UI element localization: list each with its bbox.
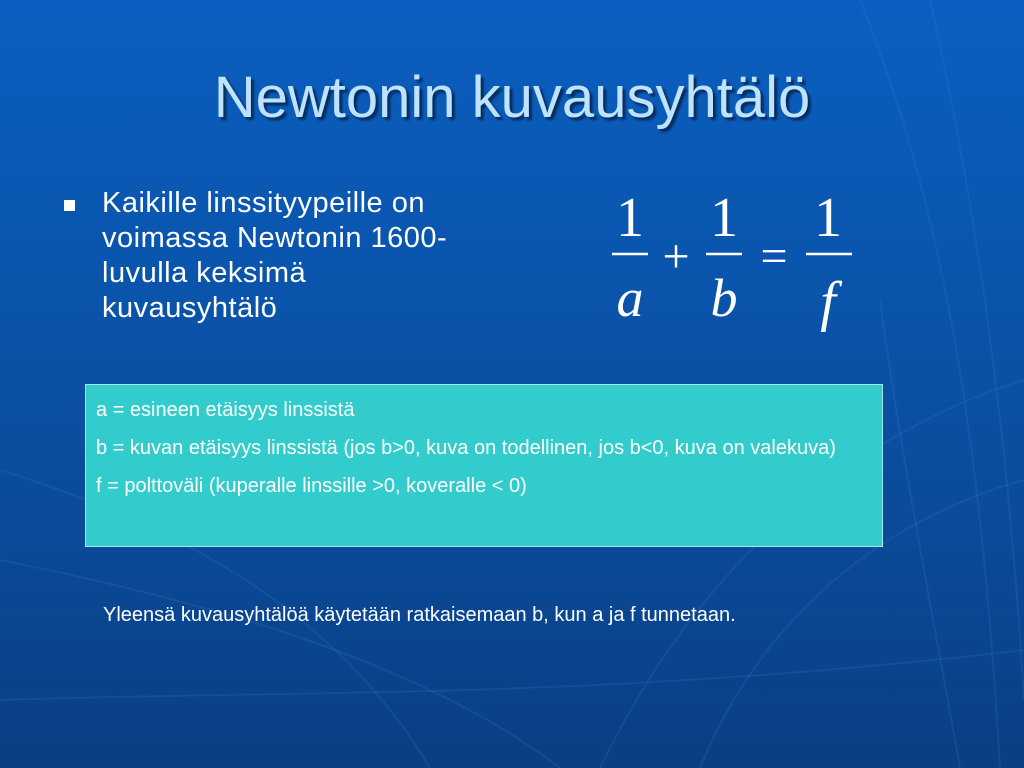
definition-b: b = kuvan etäisyys linssistä (jos b>0, kuva on todellinen, jos b<0, kuva on valekuva) (96, 437, 836, 459)
denominator-b: b (710, 268, 738, 328)
plus-sign: + (662, 230, 690, 283)
equals-sign: = (760, 230, 788, 283)
numerator-a: 1 (616, 187, 644, 249)
usage-note: Yleensä kuvausyhtälöä käytetään ratkaisemaan b, kun a ja f tunnetaan. (103, 604, 736, 626)
definitions-box (85, 384, 883, 547)
definition-a: a = esineen etäisyys linssistä (96, 399, 355, 421)
lens-equation (600, 178, 870, 338)
bullet-text: Kaikille linssityypeille on voimassa Newtonin 1600-luvulla keksimä kuvausyhtälö (102, 187, 448, 324)
denominator-f: f (820, 271, 836, 333)
definition-f: f = polttoväli (kuperalle linssille >0, koveralle < 0) (96, 475, 527, 497)
denominator-a: a (616, 268, 644, 328)
numerator-b: 1 (710, 187, 738, 249)
slide-title: Newtonin kuvausyhtälö (213, 65, 811, 130)
numerator-f: 1 (814, 187, 842, 249)
square-bullet-icon (64, 200, 75, 211)
